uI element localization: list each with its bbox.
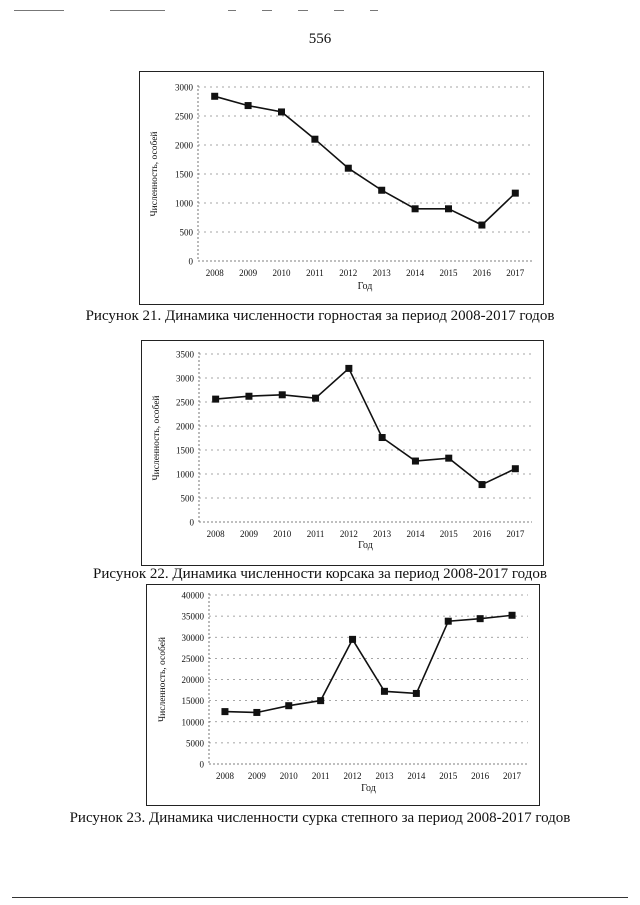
chart-steppe-marmot — [147, 585, 539, 805]
header-rule — [334, 10, 344, 11]
x-tick-label: 2013 — [372, 268, 391, 278]
x-tick-label: 2012 — [339, 268, 358, 278]
y-tick-label: 5000 — [186, 738, 204, 749]
page-number: 556 — [308, 31, 332, 47]
y-tick-label: 1500 — [175, 169, 193, 180]
x-tick-label: 2015 — [439, 771, 458, 781]
y-tick-label: 30000 — [181, 632, 204, 643]
data-point-marker — [221, 708, 228, 715]
x-axis-title: Год — [357, 281, 373, 292]
y-tick-label: 3000 — [175, 82, 193, 93]
data-point-marker — [445, 618, 452, 625]
header-rule — [14, 10, 64, 11]
data-point-marker — [378, 187, 385, 194]
x-tick-label: 2015 — [439, 268, 458, 278]
x-tick-label: 2010 — [279, 771, 298, 781]
x-tick-label: 2016 — [473, 529, 492, 539]
header-rule — [298, 10, 308, 11]
y-tick-label: 0 — [189, 517, 194, 528]
data-point-marker — [478, 222, 485, 229]
chart-corsac — [142, 341, 543, 565]
y-tick-label: 3000 — [176, 373, 194, 384]
header-rule — [370, 10, 378, 11]
y-tick-label: 3500 — [176, 349, 194, 360]
data-point-marker — [345, 165, 352, 172]
data-point-marker — [349, 636, 356, 643]
header-rule — [228, 10, 236, 11]
x-tick-label: 2009 — [239, 529, 258, 539]
chart-frame-marmot — [146, 584, 540, 806]
x-tick-label: 2008 — [215, 771, 234, 781]
data-point-marker — [253, 709, 260, 716]
figure-caption-22: Рисунок 22. Динамика численности корсака за период 2008-2017 годов — [93, 566, 547, 582]
figure-caption-23: Рисунок 23. Динамика численности сурка степного за период 2008-2017 годов — [69, 810, 571, 826]
x-tick-label: 2017 — [506, 529, 525, 539]
x-tick-label: 2014 — [407, 771, 426, 781]
y-axis-title: Численность, особей — [158, 637, 168, 722]
y-tick-label: 0 — [199, 759, 204, 770]
header-rule — [110, 10, 165, 11]
x-tick-label: 2017 — [503, 771, 522, 781]
x-tick-label: 2014 — [406, 268, 425, 278]
y-tick-label: 1000 — [175, 198, 193, 209]
data-point-marker — [381, 688, 388, 695]
x-tick-label: 2011 — [306, 529, 325, 539]
x-tick-label: 2008 — [206, 529, 225, 539]
y-tick-label: 1500 — [176, 445, 194, 456]
chart-frame-ermine — [139, 71, 544, 305]
data-point-marker — [412, 458, 419, 465]
footer-rule — [12, 897, 628, 898]
y-tick-label: 0 — [188, 256, 193, 267]
y-tick-label: 25000 — [181, 653, 204, 664]
x-tick-label: 2008 — [205, 268, 224, 278]
y-tick-label: 20000 — [181, 675, 204, 685]
y-tick-label: 40000 — [181, 590, 204, 601]
y-axis-title: Численность, особей — [150, 131, 160, 217]
chart-frame-corsac — [141, 340, 544, 566]
data-point-marker — [477, 615, 484, 622]
data-point-marker — [212, 396, 219, 403]
y-tick-label: 500 — [179, 227, 193, 238]
data-point-marker — [345, 365, 352, 372]
x-tick-label: 2010 — [272, 268, 291, 278]
y-tick-label: 2500 — [175, 111, 193, 122]
data-point-marker — [311, 136, 318, 143]
x-axis-title: Год — [361, 783, 376, 794]
x-tick-label: 2012 — [343, 771, 362, 781]
data-point-marker — [317, 697, 324, 704]
x-tick-label: 2016 — [472, 268, 491, 278]
y-tick-label: 500 — [180, 493, 194, 504]
chart-ermine — [140, 72, 543, 304]
data-point-marker — [412, 205, 419, 212]
y-tick-label: 15000 — [181, 696, 204, 707]
y-axis-title: Численность, особей — [152, 395, 162, 481]
x-tick-label: 2012 — [339, 529, 358, 539]
data-point-marker — [279, 391, 286, 398]
x-tick-label: 2015 — [439, 529, 458, 539]
data-point-marker — [413, 690, 420, 697]
x-axis-title: Год — [358, 540, 373, 551]
data-point-marker — [245, 393, 252, 400]
x-tick-label: 2016 — [471, 771, 490, 781]
data-point-marker — [211, 93, 218, 100]
data-point-marker — [512, 465, 519, 472]
figure-caption-21: Рисунок 21. Динамика численности горностая за период 2008-2017 годов — [85, 308, 555, 324]
y-tick-label: 2500 — [176, 397, 194, 408]
y-tick-label: 2000 — [175, 140, 193, 151]
y-tick-label: 10000 — [181, 717, 204, 728]
x-tick-label: 2013 — [373, 529, 392, 539]
y-tick-label: 2000 — [176, 421, 194, 432]
data-point-marker — [479, 481, 486, 488]
y-tick-label: 35000 — [181, 611, 204, 622]
data-point-marker — [509, 612, 516, 619]
y-tick-label: 1000 — [176, 469, 194, 480]
x-tick-label: 2011 — [311, 771, 330, 781]
x-tick-label: 2013 — [375, 771, 394, 781]
series-line — [225, 615, 512, 712]
data-point-marker — [445, 205, 452, 212]
data-point-marker — [278, 108, 285, 115]
x-tick-label: 2017 — [506, 268, 525, 278]
x-tick-label: 2011 — [306, 268, 324, 278]
header-rule — [262, 10, 272, 11]
data-point-marker — [512, 190, 519, 197]
x-tick-label: 2014 — [406, 529, 425, 539]
x-tick-label: 2010 — [273, 529, 292, 539]
x-tick-label: 2009 — [247, 771, 266, 781]
data-point-marker — [245, 102, 252, 109]
data-point-marker — [285, 702, 292, 709]
x-tick-label: 2009 — [239, 268, 258, 278]
data-point-marker — [379, 434, 386, 441]
data-point-marker — [445, 455, 452, 462]
series-line — [216, 368, 516, 484]
data-point-marker — [312, 395, 319, 402]
